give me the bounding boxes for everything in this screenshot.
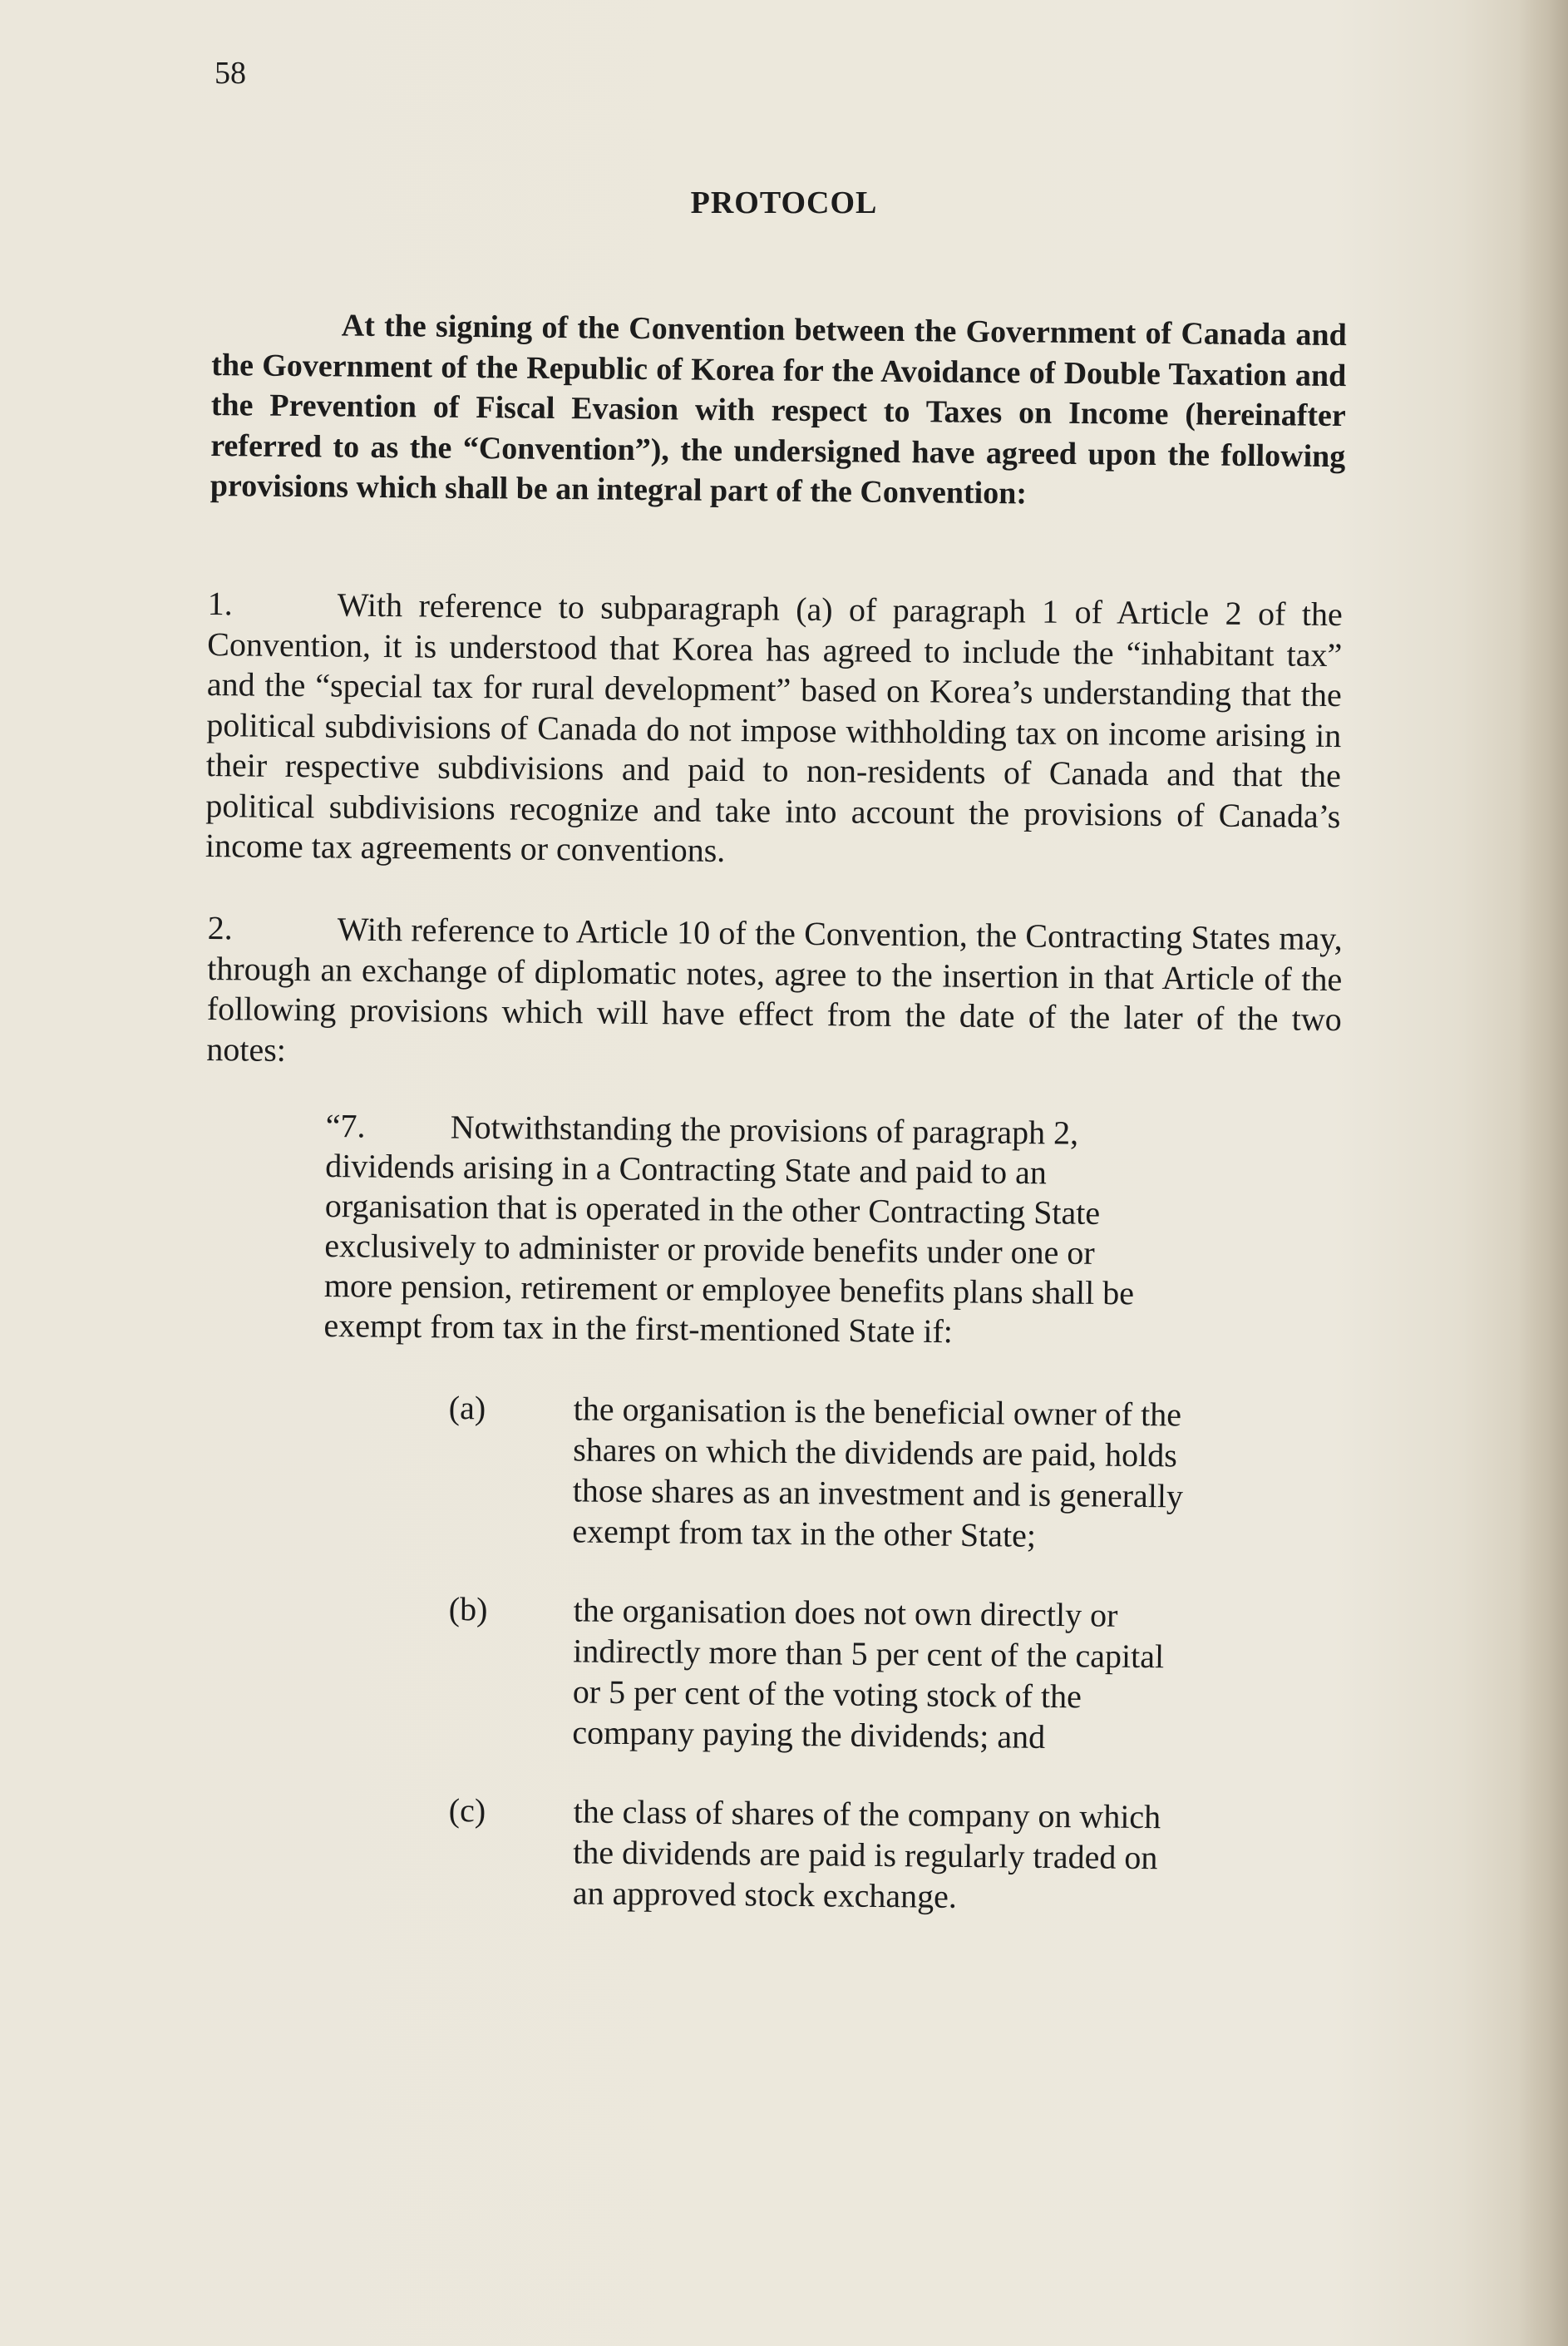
paragraph-1-number: 1. [207, 584, 233, 623]
provision-item-a [447, 1387, 1197, 1561]
quoted-provision [323, 1106, 1170, 1354]
page-title: PROTOCOL [690, 185, 878, 220]
provision-item-c-text: the class of shares of the company on which the dividends are paid is regularly traded on an approved stock exchange. [572, 1792, 1161, 1915]
paragraph-1 [205, 584, 1343, 877]
paragraph-2-number: 2. [207, 909, 233, 947]
page-number: 58 [214, 56, 246, 91]
paragraph-1-text: With reference to subparagraph (a) of paragraph 1 of Article 2 of the Convention, it is understood that Korea has agreed to include the “inhabitant tax” and the “special tax for rural development” based on Korea’s understanding that the political subdivisions of Canada do not impose withholding tax on income arising in their respective subdivisions and paid to non-residents of Canada and that the political subdivisions recognize and take into account the provisions of Canada’s income tax agreements or conventions. [205, 585, 1343, 869]
preamble-paragraph: At the signing of the Convention between the Government of Canada and the Government of the Republic of Korea for the Avoidance of Double Taxation and the Prevention of Fiscal Evasion with respect to Taxes on Income (hereinafter referred to as the “Convention”), the undersigned have agreed upon the following provisions which shall be an integral part of the Convention: [210, 308, 1347, 511]
quoted-provision-number: “7. [325, 1107, 366, 1145]
provision-item-a-label: (a) [448, 1388, 486, 1427]
paragraph-2-text: With reference to Article 10 of the Convention, the Contracting States may, through an exchange of diplomatic notes, agree to the insertion in that Article of the following provisions which will have effect from the date of the later of the two notes: [206, 910, 1343, 1069]
provision-item-a-text: the organisation is the beneficial owner of the shares on which the dividends are paid, holds those shares as an investment and is generally exempt from tax in the other State; [572, 1390, 1184, 1554]
provision-item-c [447, 1790, 1196, 1930]
provision-item-b [447, 1588, 1197, 1762]
provision-item-c-label: (c) [448, 1791, 486, 1830]
page-edge-shadow [1518, 0, 1568, 2346]
paragraph-2 [206, 908, 1343, 1080]
provision-item-b-label: (b) [448, 1589, 488, 1628]
provision-item-b-text: the organisation does not own directly or indirectly more than 5 per cent of the capital or 5 per cent of the voting stock of the company paying the dividends; and [572, 1591, 1165, 1756]
quoted-provision-text: Notwithstanding the provisions of paragraph 2, dividends arising in a Contracting State and paid to an organisation that is operated in the other Contracting State exclusively to administer or provide benefits under one or more pension, retirement or employee benefits plans shall be exempt from tax in the first-mentioned State if: [323, 1108, 1135, 1351]
